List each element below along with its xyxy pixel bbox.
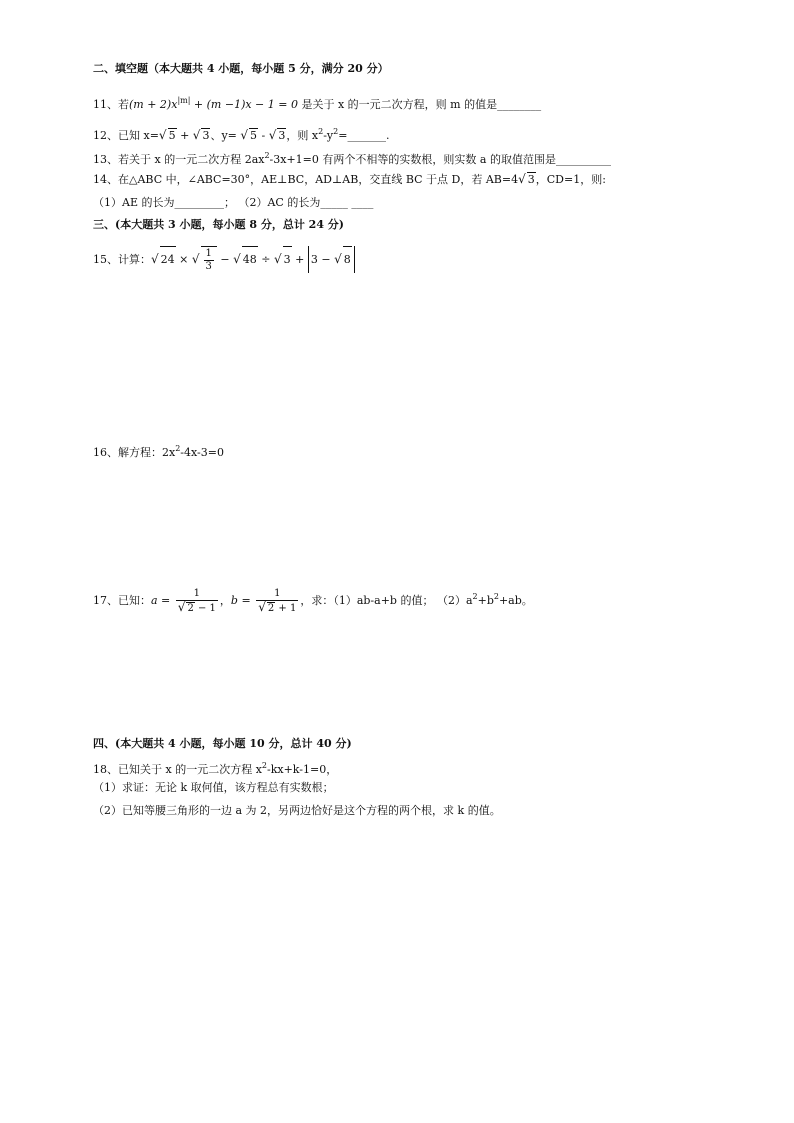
sqrt-sign: √ [334,252,342,266]
q17-a-num: 1 [193,587,201,599]
section-4-title: 四、(本大题共 4 小题，每小题 10 分，总计 40 分) [93,737,352,750]
q17-fraction-a [176,588,218,615]
q16-text-a: 16、解方程：2x [93,446,176,459]
q15-abs-a: 3 − [310,253,335,266]
q12-plus: + [176,129,193,142]
q17-fraction-b [256,588,298,615]
q12-exp-y: 2 [333,127,339,136]
q11-exponent: |m| [177,96,191,105]
q13-text-a: 13、若关于 x 的一元二次方程 2ax [93,153,265,166]
q17-comma: ， [219,594,231,607]
q13-text-b: -3x+1=0 有两个不相等的实数根，则实数 a 的取值范围是__________ [269,153,611,166]
q11-expr-a: (m + 2)x [129,98,178,111]
q12-radicand-5: 5 [168,129,176,142]
q16-exp: 2 [175,444,181,453]
question-18-part-1: （1）求证：无论 k 取何值，该方程总有实数根； [93,781,334,794]
question-14-subparts: （1）AE 的长为_________； （2）AC 的长为_____ ____ [93,196,374,209]
q12-exp-x: 2 [318,127,324,136]
q15-frac-den: 3 [205,260,212,272]
sqrt-sign: √ [258,599,266,614]
q17-a-den-rest: − 1 [194,602,216,614]
q15-frac-num: 1 [205,247,212,259]
q17-b-eq: b = [230,594,255,607]
q12-radicand-3b: 3 [278,129,286,142]
q15-prefix: 15、计算： [93,253,151,266]
q14-text-b: ，CD=1，则: [535,173,606,186]
q17-b-num: 1 [274,587,281,599]
q15-fraction-sqrt [201,246,217,273]
sqrt-sign: √ [177,599,186,614]
q11-prefix: 11、若 [93,98,129,111]
q17-b-den-rest: + 1 [275,602,297,614]
q14-text-a: 14、在△ABC 中，∠ABC=30°，AE⊥BC，AD⊥AB，交直线 BC 于点 D，若 AB=4 [93,173,519,186]
q11-suffix: 是关于 x 的一元二次方程，则 m 的值是________ [297,98,542,111]
question-14 [93,172,606,187]
q15-plus: + [291,253,308,266]
sqrt-sign: √ [240,128,249,142]
question-11 [93,94,541,112]
q17-exp-b: 2 [493,592,499,601]
section-2-title: 二、填空题（本大题共 4 小题，每小题 5 分，满分 20 分） [93,62,389,75]
sqrt-sign: √ [233,252,241,266]
sqrt-sign: √ [268,128,277,142]
q12-suffix-b: -y [323,129,334,142]
q15-fraction [204,248,214,273]
q17-end: +ab。 [498,594,533,607]
sqrt-sign: √ [518,172,526,186]
q17-a-radicand: 2 [187,602,194,614]
question-18 [93,759,337,777]
q18-text-b: -kx+k-1=0， [267,763,338,776]
q16-text-b: -4x-3=0 [180,446,224,459]
question-18-part-2: （2）已知等腰三角形的一边 a 为 2，另两边恰好是这个方程的两个根，求 k 的值。 [93,804,501,817]
q15-times: × [175,253,192,266]
q15-radicand-24: 24 [160,246,176,273]
q17-mid2: +b [477,594,494,607]
question-17 [93,582,533,616]
q15-radicand-8: 8 [343,246,352,273]
sqrt-sign: √ [151,252,159,266]
question-13 [93,149,611,167]
q15-minus: − [216,253,234,266]
question-15 [93,246,355,273]
question-16 [93,442,224,460]
sqrt-sign: √ [274,252,282,266]
q15-div: ÷ [257,253,274,266]
q15-absolute-value [308,246,355,273]
q12-minus: - [258,129,269,142]
q11-expr-b: + (m −1)x − 1 = 0 [190,98,298,111]
sqrt-sign: √ [158,128,167,142]
q18-exp: 2 [261,761,267,770]
q17-exp-a: 2 [472,592,478,601]
q13-exp: 2 [264,151,270,160]
q17-prefix: 17、已知： [93,594,151,607]
section-3-title: 三、(本大题共 3 小题，每小题 8 分，总计 24 分) [93,218,345,231]
q18-text-a: 18、已知关于 x 的一元二次方程 x [93,763,262,776]
q12-radicand-5b: 5 [250,129,258,142]
sqrt-sign: √ [192,128,201,142]
sqrt-sign: √ [191,252,200,266]
q12-mid: 、y= [210,129,241,142]
q15-radicand-3: 3 [283,246,292,273]
q17-a-den [176,600,218,615]
q17-mid: ，求：（1）ab-a+b 的值； （2）a [300,594,473,607]
q12-radicand-3: 3 [202,129,210,142]
question-12 [93,125,389,143]
q17-a-eq: a = [151,594,174,607]
q14-radicand-3: 3 [527,173,535,186]
q12-suffix-c: =_______. [338,129,390,142]
q17-b-den [256,600,298,615]
q12-prefix: 12、已知 x= [93,129,159,142]
q15-radicand-48: 48 [242,246,258,273]
q12-suffix-a: ，则 x [286,129,319,142]
q17-b-radicand: 2 [267,602,275,614]
